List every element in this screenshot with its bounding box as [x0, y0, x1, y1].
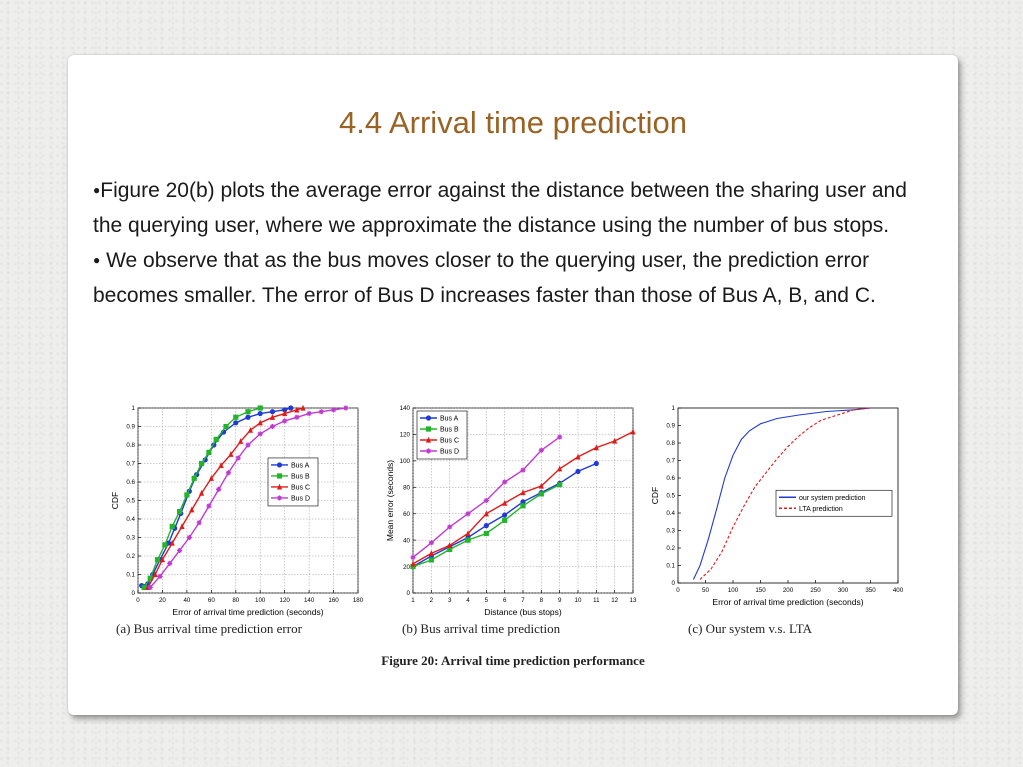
chart-a-data-point [214, 437, 219, 442]
bullet-2-text: We observe that as the bus moves closer to the querying user, the prediction error becomes smaller. The error of Bus D increases faster than those of Bus A, B, and C. [93, 249, 876, 307]
chart-c-x-tick-label: 400 [892, 587, 904, 594]
chart-a-legend-label: Bus A [291, 462, 310, 470]
chart-c-y-tick-label: 0.9 [666, 422, 675, 430]
chart-a-y-tick-label: 0.4 [126, 516, 135, 524]
chart-a-y-tick-label: 0.1 [126, 571, 135, 579]
chart-a-data-point [162, 542, 167, 547]
chart-b-legend-marker [426, 415, 431, 420]
chart-a-legend-label: Bus C [291, 484, 311, 492]
chart-c-x-tick-label: 250 [810, 587, 821, 594]
chart-a-x-tick-label: 120 [279, 597, 290, 604]
chart-a-data-point [192, 476, 197, 481]
chart-b-legend-label: Bus A [440, 415, 459, 423]
chart-c-y-tick-label: 0 [671, 580, 675, 588]
chart-a-y-tick-label: 0.7 [126, 460, 135, 468]
chart-a-y-tick-label: 0.5 [126, 497, 135, 505]
chart-b-data-point [429, 557, 434, 562]
chart-c-subtitle: (c) Our system v.s. LTA [688, 621, 813, 636]
chart-b-data-point [502, 512, 507, 517]
chart-a-data-point [157, 574, 162, 579]
chart-a-x-tick-label: 80 [232, 597, 240, 604]
chart-b-data-point [410, 555, 415, 560]
chart-b-data-point [484, 523, 489, 528]
chart-a-y-tick-label: 0.6 [126, 479, 135, 487]
chart-b-x-tick-label: 12 [611, 597, 619, 604]
chart-c-y-tick-label: 0.7 [666, 457, 675, 465]
chart-a-y-axis-label: CDF [110, 491, 120, 510]
chart-b-data-point [520, 503, 525, 508]
chart-a-legend-marker [277, 473, 282, 478]
chart-a-data-point [177, 548, 182, 553]
chart-c-x-tick-label: 50 [702, 587, 709, 594]
chart-b-y-tick-label: 100 [399, 458, 410, 466]
bullet-2 [93, 243, 933, 313]
chart-c-y-axis-label: CDF [650, 486, 660, 505]
chart-b-data-point [557, 434, 562, 439]
chart-b-data-point [502, 518, 507, 523]
chart-a-data-point [223, 424, 228, 429]
chart-a-x-tick-label: 160 [328, 597, 339, 604]
chart-a-data-point [148, 585, 153, 590]
chart-a-data-point [245, 409, 250, 414]
chart-c-y-tick-label: 0.8 [666, 440, 675, 448]
chart-b-data-point [594, 461, 599, 466]
chart-c-y-tick-label: 0.4 [666, 510, 675, 518]
chart-a-x-tick-label: 40 [183, 597, 191, 604]
chart-c-y-tick-label: 0.6 [666, 475, 675, 483]
chart-a-y-tick-label: 0.2 [126, 553, 135, 561]
chart-c-x-tick-label: 350 [865, 587, 876, 594]
chart-b-x-tick-label: 11 [593, 597, 600, 604]
bullet-dot-icon: ● [93, 253, 101, 267]
chart-b-data-point [484, 531, 489, 536]
chart-b-y-tick-label: 80 [403, 484, 410, 492]
chart-a-y-tick-label: 0.8 [126, 442, 135, 450]
chart-a-data-point [288, 405, 293, 410]
chart-a-data-point [199, 461, 204, 466]
chart-b [375, 398, 637, 616]
chart-b-x-axis-label: Distance (bus stops) [484, 607, 562, 617]
chart-a-data-point [236, 455, 241, 460]
chart-b-x-tick-label: 1 [411, 597, 415, 604]
figure-caption: Figure 20: Arrival time prediction performance [381, 653, 645, 668]
chart-b-legend-label: Bus C [440, 437, 460, 445]
chart-b-y-tick-label: 20 [403, 563, 410, 571]
chart-a-legend-marker [277, 462, 282, 467]
chart-b-y-tick-label: 0 [406, 590, 410, 598]
chart-b-x-tick-label: 2 [429, 597, 434, 604]
chart-a-x-tick-label: 20 [158, 597, 166, 604]
chart-c [640, 398, 902, 616]
chart-c-x-tick-label: 100 [727, 587, 739, 594]
chart-b-legend-marker [426, 426, 431, 431]
chart-c-legend-label: LTA prediction [799, 505, 843, 513]
chart-a-y-tick-label: 0.9 [126, 423, 135, 431]
slide-title: 4.4 Arrival time prediction [338, 105, 688, 140]
chart-a-data-point [233, 415, 238, 420]
chart-a-data-point [167, 561, 172, 566]
chart-a-data-point [206, 450, 211, 455]
chart-c-x-axis-label: Error of arrival time prediction (seconds) [712, 597, 864, 607]
chart-b-x-tick-label: 10 [574, 597, 582, 604]
chart-b-data-point [575, 469, 580, 474]
chart-b-x-tick-label: 5 [484, 597, 489, 604]
chart-a [98, 398, 368, 616]
chart-a-data-point [155, 557, 160, 562]
chart-b-x-tick-label: 3 [447, 597, 452, 604]
chart-b-x-tick-label: 13 [629, 597, 637, 604]
chart-b-x-tick-label: 8 [539, 597, 544, 604]
chart-c-x-tick-label: 300 [837, 587, 849, 594]
chart-a-x-tick-label: 100 [255, 597, 266, 604]
chart-b-y-tick-label: 60 [403, 510, 410, 518]
chart-b-y-tick-label: 120 [399, 431, 410, 439]
chart-b-data-point [557, 482, 562, 487]
chart-b-data-point [465, 538, 470, 543]
chart-a-data-point [170, 524, 175, 529]
chart-a-data-point [197, 520, 202, 525]
chart-a-x-tick-label: 140 [303, 597, 315, 604]
chart-a-data-point [177, 509, 182, 514]
chart-b-y-tick-label: 40 [403, 537, 410, 545]
slide-body [93, 173, 933, 313]
slide [68, 55, 958, 715]
chart-a-legend-marker [277, 495, 282, 500]
chart-a-y-tick-label: 1 [131, 405, 135, 413]
chart-a-subtitle: (a) Bus arrival time prediction error [116, 621, 302, 636]
chart-a-y-tick-label: 0.3 [126, 534, 135, 542]
chart-a-data-point [258, 405, 263, 410]
chart-c-y-tick-label: 0.2 [666, 545, 675, 553]
chart-b-x-tick-label: 9 [557, 597, 562, 604]
chart-b-y-axis-label: Mean error (seconds) [385, 459, 395, 542]
chart-c-x-tick-label: 0 [676, 587, 680, 594]
chart-a-x-tick-label: 180 [352, 597, 364, 604]
chart-b-data-point [539, 448, 544, 453]
chart-a-x-tick-label: 0 [136, 597, 140, 604]
chart-a-x-tick-label: 60 [207, 597, 215, 604]
chart-b-y-tick-label: 140 [399, 405, 410, 413]
chart-a-x-axis-label: Error of arrival time prediction (seconds) [172, 607, 324, 617]
chart-c-y-tick-label: 0.1 [666, 562, 675, 570]
chart-b-subtitle: (b) Bus arrival time prediction [402, 621, 561, 636]
chart-a-data-point [233, 420, 238, 425]
chart-a-data-point [270, 409, 275, 414]
chart-a-data-point [245, 415, 250, 420]
bullet-dot-icon: ● [93, 183, 101, 197]
chart-c-y-tick-label: 1 [671, 405, 675, 413]
chart-b-x-tick-label: 4 [466, 597, 470, 604]
chart-b-x-tick-label: 6 [502, 597, 507, 604]
chart-a-data-point [184, 492, 189, 497]
bullet-1 [93, 173, 933, 243]
chart-b-legend-label: Bus B [440, 426, 459, 434]
chart-a-data-point [187, 535, 192, 540]
chart-b-data-point [539, 491, 544, 496]
chart-a-legend-label: Bus B [291, 473, 310, 481]
chart-a-data-point [258, 411, 263, 416]
chart-c-x-tick-label: 150 [755, 587, 766, 594]
chart-a-y-tick-label: 0 [131, 590, 135, 598]
chart-c-y-tick-label: 0.3 [666, 527, 675, 535]
chart-b-legend-label: Bus D [440, 448, 460, 456]
bullet-1-text: Figure 20(b) plots the average error against the distance between the sharing user and the querying user, where we approximate the distance using the number of bus stops. [93, 179, 907, 237]
chart-c-x-tick-label: 200 [782, 587, 794, 594]
chart-c-y-tick-label: 0.5 [666, 492, 675, 500]
chart-c-legend-label: our system prediction [799, 494, 866, 502]
chart-a-legend-label: Bus D [291, 495, 311, 503]
chart-b-x-tick-label: 7 [521, 597, 525, 604]
chart-a-data-point [206, 503, 211, 508]
